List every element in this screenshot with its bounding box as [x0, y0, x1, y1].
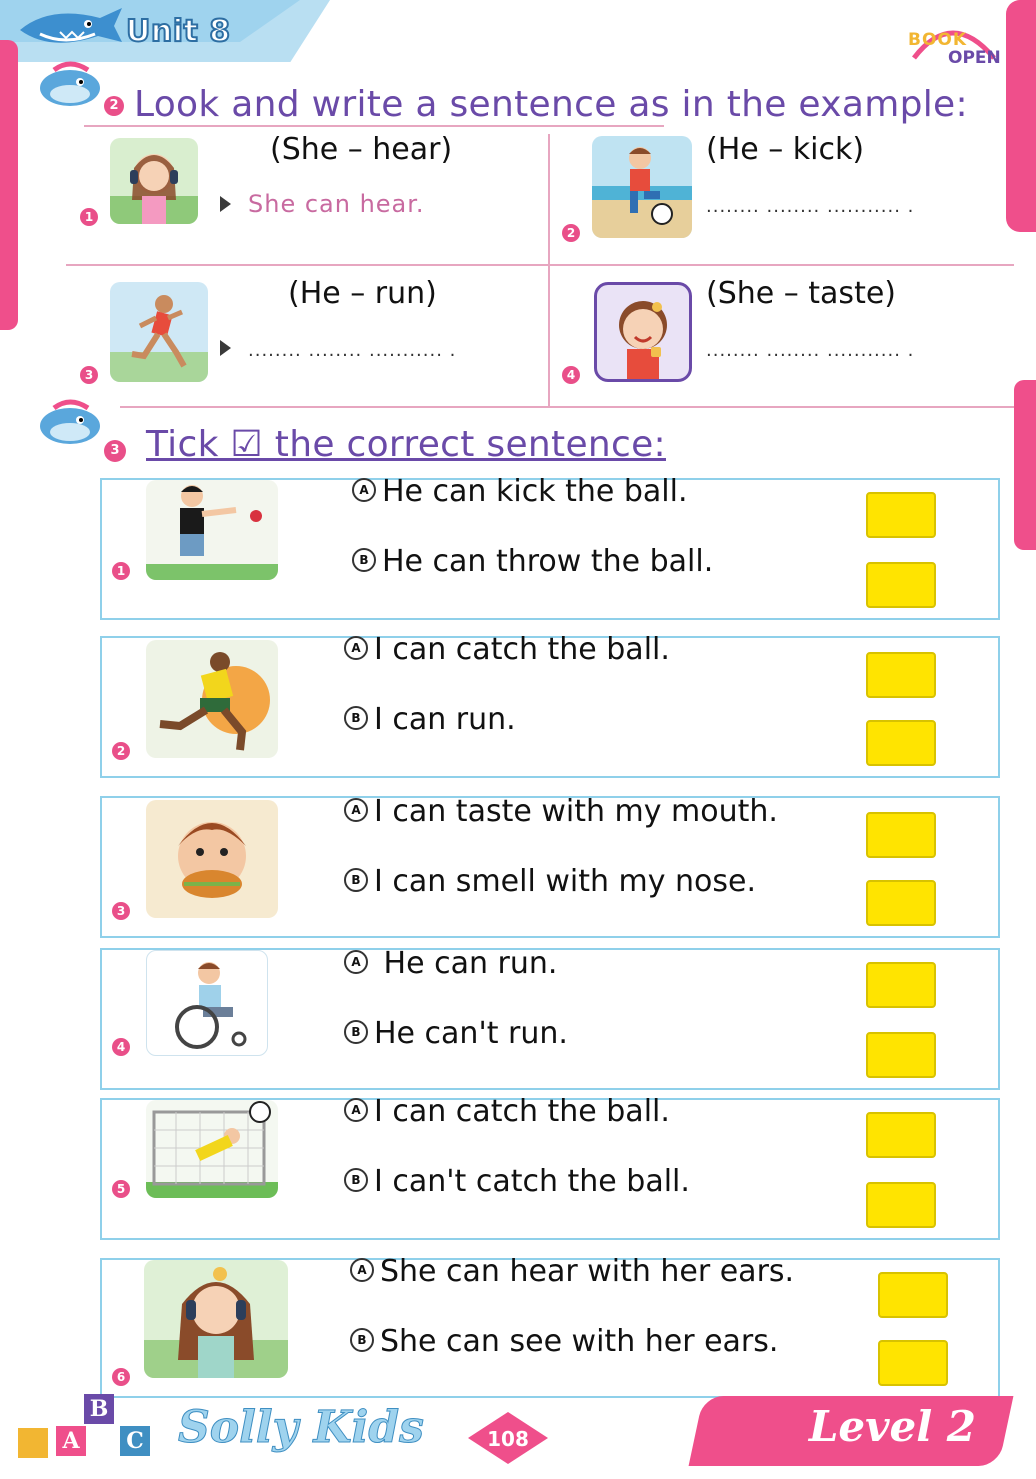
- arrow-icon: [220, 196, 231, 212]
- block-blank: [18, 1428, 48, 1458]
- block-b: B: [84, 1394, 114, 1424]
- tick-box-b[interactable]: [866, 1182, 936, 1228]
- girl-listening-picture: [110, 138, 198, 224]
- option-a: A I can catch the ball.: [344, 632, 670, 667]
- item-number: 4: [562, 366, 580, 384]
- option-b: B He can't run.: [344, 1016, 568, 1051]
- brand-name: Solly Kids: [178, 1402, 424, 1453]
- section3-number: 3: [104, 440, 126, 462]
- item-number: 2: [562, 224, 580, 242]
- question-number: 1: [112, 562, 130, 580]
- runner-icon: [110, 282, 208, 382]
- tick-box-b[interactable]: [866, 562, 936, 608]
- girl-tasting-picture: [594, 282, 692, 382]
- option-b: B I can smell with my nose.: [344, 864, 756, 899]
- option-a: A He can kick the ball.: [352, 474, 688, 509]
- section2-row-divider: [66, 264, 1014, 266]
- prompt-she-taste: (She – taste): [706, 276, 896, 311]
- girl-listening-picture-2: [144, 1260, 288, 1378]
- boy-eating-burger-icon: [146, 800, 278, 918]
- answer-line[interactable]: ........ ........ ........... .: [706, 340, 915, 361]
- prompt-he-kick: (He – kick): [706, 132, 865, 167]
- tick-box-b[interactable]: [866, 880, 936, 926]
- woman-running-picture: [146, 640, 278, 758]
- tick-box-b[interactable]: [866, 1032, 936, 1078]
- section3-title: Tick ☑ the correct sentence:: [146, 424, 666, 465]
- item-number: 3: [80, 366, 98, 384]
- wheelchair-icon: [147, 951, 267, 1055]
- boy-kicking-picture: [592, 136, 692, 238]
- page-number: 108: [487, 1427, 529, 1451]
- boy-throw-ball-icon: [146, 480, 278, 580]
- girl-eating-icon: [597, 285, 689, 379]
- option-a: A She can hear with her ears.: [350, 1254, 794, 1289]
- answer-line[interactable]: ........ ........ ........... .: [706, 196, 915, 217]
- option-a: A I can catch the ball.: [344, 1094, 670, 1129]
- boy-throwing-picture: [146, 480, 278, 580]
- option-b: B He can throw the ball.: [352, 544, 713, 579]
- question-number: 6: [112, 1368, 130, 1386]
- dolphin-mascot-icon: [34, 56, 104, 112]
- question-number: 3: [112, 902, 130, 920]
- unit-title: Unit 8: [126, 14, 231, 49]
- section2-title: Look and write a sentence as in the example:: [134, 84, 968, 125]
- decor-pink-right: [1006, 0, 1036, 232]
- tick-box-a[interactable]: [866, 492, 936, 538]
- arrow-icon: [220, 340, 231, 356]
- section2-underline: [84, 125, 664, 127]
- prompt-she-hear: (She – hear): [270, 132, 453, 167]
- option-b: B I can't catch the ball.: [344, 1164, 690, 1199]
- tick-box-a[interactable]: [866, 1112, 936, 1158]
- girl-headphones-icon: [144, 1260, 288, 1378]
- tick-box-a[interactable]: [866, 962, 936, 1008]
- dolphin-mascot-icon: [34, 394, 104, 450]
- option-a: A I can taste with my mouth.: [344, 794, 778, 829]
- tick-box-a[interactable]: [866, 812, 936, 858]
- boy-eating-picture: [146, 800, 278, 918]
- example-answer: She can hear.: [248, 190, 425, 218]
- prompt-he-run: (He – run): [288, 276, 437, 311]
- tick-box-a[interactable]: [866, 652, 936, 698]
- answer-line[interactable]: ........ ........ ........... .: [248, 340, 457, 361]
- section2-number: 2: [104, 96, 124, 116]
- shark-mascot-icon: [10, 0, 130, 60]
- level-label: Level 2: [808, 1402, 976, 1451]
- option-b: B She can see with her ears.: [350, 1324, 778, 1359]
- option-a: A He can run.: [344, 946, 557, 981]
- man-running-picture: [110, 282, 208, 382]
- book-open-logo: BOOK OPEN: [904, 18, 1000, 74]
- decor-pink-right-2: [1014, 380, 1036, 550]
- question-number: 2: [112, 742, 130, 760]
- athlete-runner-icon: [146, 640, 278, 758]
- girl-headphones-icon: [110, 138, 198, 224]
- item-number: 1: [80, 208, 98, 226]
- goalkeeper-picture: [146, 1100, 278, 1198]
- question-number: 5: [112, 1180, 130, 1198]
- section2-bottom-divider: [120, 406, 1014, 408]
- decor-pink-left: [0, 40, 18, 330]
- section2-vertical-divider: [548, 134, 550, 406]
- tick-box-a[interactable]: [878, 1272, 948, 1318]
- boy-kick-ball-icon: [592, 136, 692, 238]
- question-number: 4: [112, 1038, 130, 1056]
- block-c: C: [120, 1426, 150, 1456]
- boy-wheelchair-picture: [146, 950, 268, 1056]
- block-a: A: [56, 1426, 86, 1456]
- option-b: B I can run.: [344, 702, 516, 737]
- tick-box-b[interactable]: [878, 1340, 948, 1386]
- tick-box-b[interactable]: [866, 720, 936, 766]
- goalkeeper-icon: [146, 1100, 278, 1198]
